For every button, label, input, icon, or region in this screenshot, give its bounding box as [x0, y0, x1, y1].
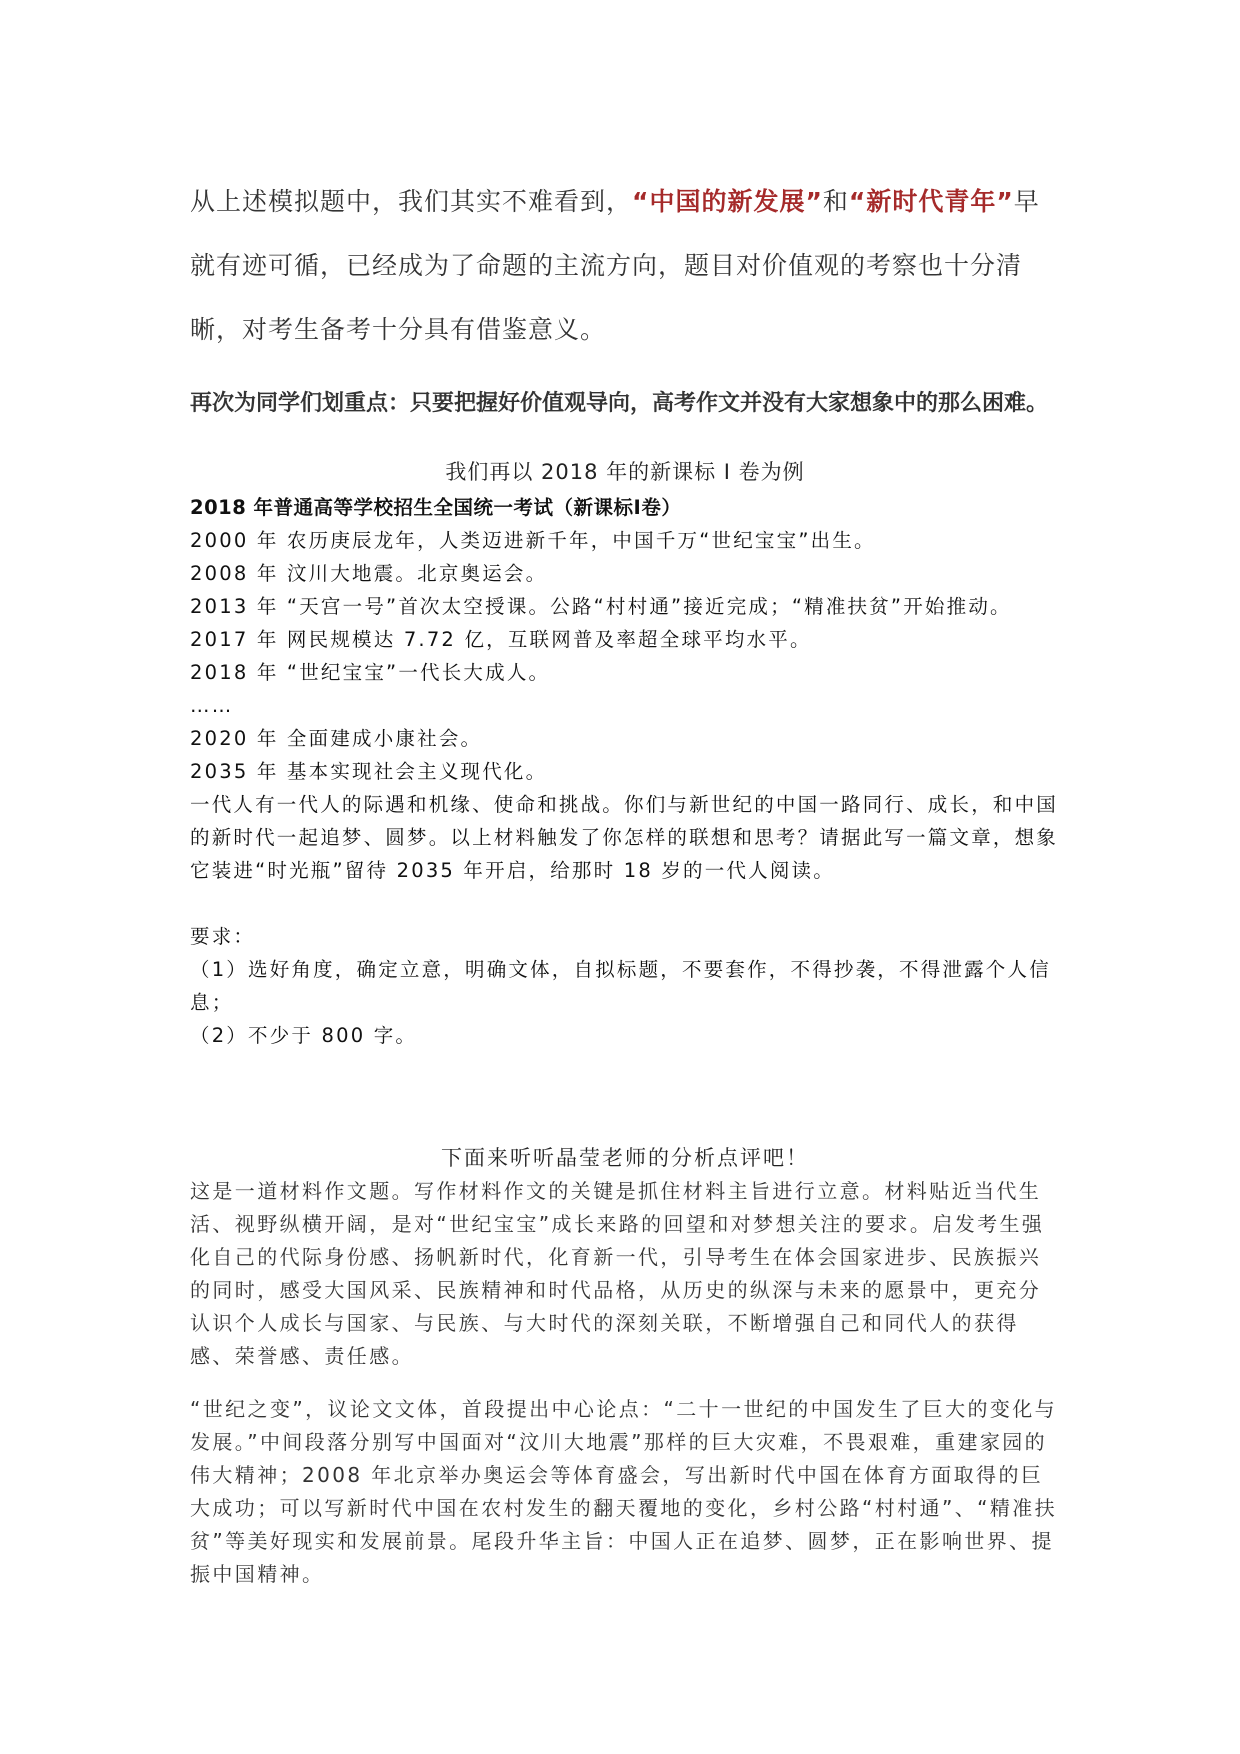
exam-title: 2018 年普通高等学校招生全国统一考试（新课标Ⅰ卷） [190, 496, 682, 519]
intro-text-2: 和 [822, 187, 849, 216]
intro-paragraph [190, 170, 1060, 362]
exam-line: 2018 年 “世纪宝宝”一代长大成人。 [190, 661, 551, 684]
highlight-new-era-youth: “新时代青年” [848, 187, 1014, 216]
spacer [190, 887, 1060, 920]
requirement-item: （1）选好角度，确定立意，明确文体，自拟标题，不要套作，不得抄袭，不得泄露个人信息； [190, 958, 1051, 1014]
exam-prompt [190, 491, 1060, 1052]
exam-line: 2000 年 农历庚辰龙年，人类迈进新千年，中国千万“世纪宝宝”出生。 [190, 529, 876, 552]
exam-material-paragraph: 一代人有一代人的际遇和机缘、使命和挑战。你们与新世纪的中国一路同行、成长，和中国的新时代一起追梦、圆梦。以上材料触发了你怎样的联想和思考？请据此写一篇文章，想象它装进“时光瓶”留待 2035 年开启，给那时 18 岁的一代人阅读。 [190, 793, 1059, 882]
example-heading: 我们再以 2018 年的新课标 I 卷为例 [445, 460, 805, 484]
exam-line: 2013 年 “天宫一号”首次太空授课。公路“村村通”接近完成；“精准扶贫”开始推动。 [190, 595, 1012, 618]
requirement-item: （2）不少于 800 字。 [190, 1024, 418, 1047]
exam-line: 2008 年 汶川大地震。北京奥运会。 [190, 562, 548, 585]
sample-essay-paragraph: “世纪之变”，议论文文体，首段提出中心论点：“二十一世纪的中国发生了巨大的变化与发展。”中间段落分别写中国面对“汶川大地震”那样的巨大灾难，不畏艰难，重建家园的伟大精神；2008 年北京举办奥运会等体育盛会，写出新时代中国在体育方面取得的巨大成功；可以写新时代中国在农村发生的翻天覆地的变化，乡村公路“村村通”、“精准扶贫”等美好现实和发展前景。尾段升华主旨：中国人正在追梦、圆梦，正在影响世界、提振中国精神。 [190, 1397, 1058, 1586]
exam-line: …… [190, 694, 234, 717]
intro-text-1: 从上述模拟题中，我们其实不难看到， [190, 187, 633, 216]
analysis-paragraph: 这是一道材料作文题。写作材料作文的关键是抓住材料主旨进行立意。材料贴近当代生活、视野纵横开阔，是对“世纪宝宝”成长来路的回望和对梦想关注的要求。启发考生强化自己的代际身份感、扬帆新时代，化育新一代，引导考生在体会国家进步、民族振兴的同时，感受大国风采、民族精神和时代品格，从历史的纵深与未来的愿景中，更充分认识个人成长与国家、与民族、与大时代的深刻关联，不断增强自己和同代人的获得感、荣誉感、责任感。 [190, 1179, 1045, 1368]
key-point-paragraph: 再次为同学们划重点：只要把握好价值观导向，高考作文并没有大家想象中的那么困难。 [190, 391, 1049, 416]
exam-line: 2017 年 网民规模达 7.72 亿，互联网普及率超全球平均水平。 [190, 628, 812, 651]
intro-text-3: 早就有迹可循，已经成为了命题的主流方向，题目对价值观的考察也十分清晰，对考生备考十分具有借鉴意义。 [190, 187, 1040, 344]
exam-line: 2035 年 基本实现社会主义现代化。 [190, 760, 548, 783]
highlight-china-development: “中国的新发展” [632, 187, 823, 216]
requirements-label: 要求： [190, 925, 256, 948]
analysis-heading: 下面来听听晶莹老师的分析点评吧！ [441, 1146, 809, 1170]
exam-line: 2020 年 全面建成小康社会。 [190, 727, 483, 750]
